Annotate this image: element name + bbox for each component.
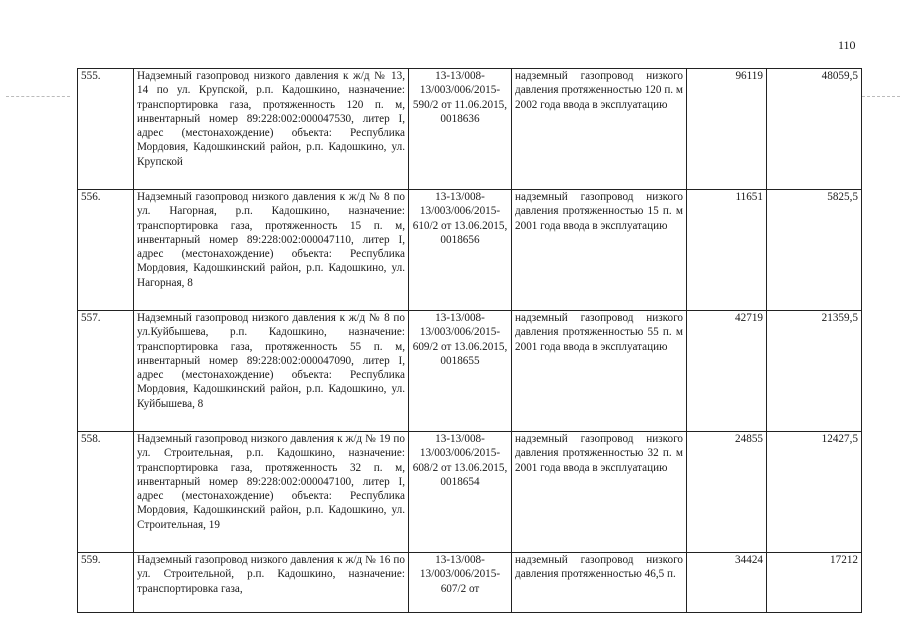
property-registry-table	[77, 68, 862, 613]
residual-value: 12427,5	[767, 432, 862, 553]
table-row	[78, 69, 862, 190]
residual-value: 5825,5	[767, 190, 862, 311]
row-index: 558.	[78, 432, 134, 553]
residual-value: 48059,5	[767, 69, 862, 190]
balance-value: 11651	[687, 190, 767, 311]
scan-artifact-left	[6, 96, 70, 98]
row-index: 556.	[78, 190, 134, 311]
balance-value: 24855	[687, 432, 767, 553]
object-description: Надземный газопровод низкого давления к ж/д № 13, 14 по ул. Крупской, р.п. Кадошкино, назначение: транспортировка газа, протяженность 120 п. м, инвентарный номер 89:228:002:000047530, литер I, адрес (местонахождение) объекта: Республика Мордовия, Кадошкинский район, р.п. Кадошкино, ул. Крупской	[134, 69, 409, 190]
balance-value: 96119	[687, 69, 767, 190]
object-characteristics: надземный газопровод низкого давления протяженностью 32 п. м 2001 года ввода в эксплуатацию	[512, 432, 687, 553]
registration-record: 13-13/008-13/003/006/2015-608/2 от 13.06.2015, 0018654	[409, 432, 512, 553]
residual-value: 21359,5	[767, 311, 862, 432]
table-row	[78, 432, 862, 553]
object-characteristics: надземный газопровод низкого давления протяженностью 120 п. м 2002 года ввода в эксплуатацию	[512, 69, 687, 190]
object-description: Надземный газопровод низкого давления к ж/д № 19 по ул. Строительная, р.п. Кадошкино, назначение: транспортировка газа, протяженность 32 п. м, инвентарный номер 89:228:002:000047100, литер I, адрес (местонахождение) объекта: Республика Мордовия, Кадошкинский район, р.п. Кадошкино, ул. Строительная, 19	[134, 432, 409, 553]
object-characteristics: надземный газопровод низкого давления протяженностью 46,5 п.	[512, 553, 687, 613]
object-characteristics: надземный газопровод низкого давления протяженностью 15 п. м 2001 года ввода в эксплуатацию	[512, 190, 687, 311]
table-row	[78, 190, 862, 311]
registration-record: 13-13/008-13/003/006/2015-607/2 от	[409, 553, 512, 613]
residual-value: 17212	[767, 553, 862, 613]
object-description: Надземный газопровод низкого давления к ж/д № 8 по ул. Нагорная, р.п. Кадошкино, назначение: транспортировка газа, протяженность 15 п. м, инвентарный номер 89:228:002:000047110, литер I, адрес (местонахождение) объекта: Республика Мордовия, Кадошкинский район, р.п. Кадошкино, ул. Нагорная, 8	[134, 190, 409, 311]
row-index: 559.	[78, 553, 134, 613]
registration-record: 13-13/008-13/003/006/2015-610/2 от 13.06.2015, 0018656	[409, 190, 512, 311]
scan-artifact-right	[862, 96, 900, 98]
object-description: Надземный газопровод низкого давления к ж/д № 16 по ул. Строительной, р.п. Кадошкино, назначение: транспортировка газа,	[134, 553, 409, 613]
balance-value: 34424	[687, 553, 767, 613]
registration-record: 13-13/008-13/003/006/2015-609/2 от 13.06.2015, 0018655	[409, 311, 512, 432]
object-description: Надземный газопровод низкого давления к ж/д № 8 по ул.Куйбышева, р.п. Кадошкино, назначение: транспортировка газа, протяженность 55 п. м, инвентарный номер 89:228:002:000047090, литер I, адрес (местонахождение) объекта: Республика Мордовия, Кадошкинский район, р.п. Кадошкино, ул. Куйбышева, 8	[134, 311, 409, 432]
page-number: 110	[838, 38, 856, 52]
table-row	[78, 311, 862, 432]
object-characteristics: надземный газопровод низкого давления протяженностью 55 п. м 2001 года ввода в эксплуатацию	[512, 311, 687, 432]
balance-value: 42719	[687, 311, 767, 432]
row-index: 555.	[78, 69, 134, 190]
table-row	[78, 553, 862, 613]
row-index: 557.	[78, 311, 134, 432]
registration-record: 13-13/008-13/003/006/2015-590/2 от 11.06.2015, 0018636	[409, 69, 512, 190]
